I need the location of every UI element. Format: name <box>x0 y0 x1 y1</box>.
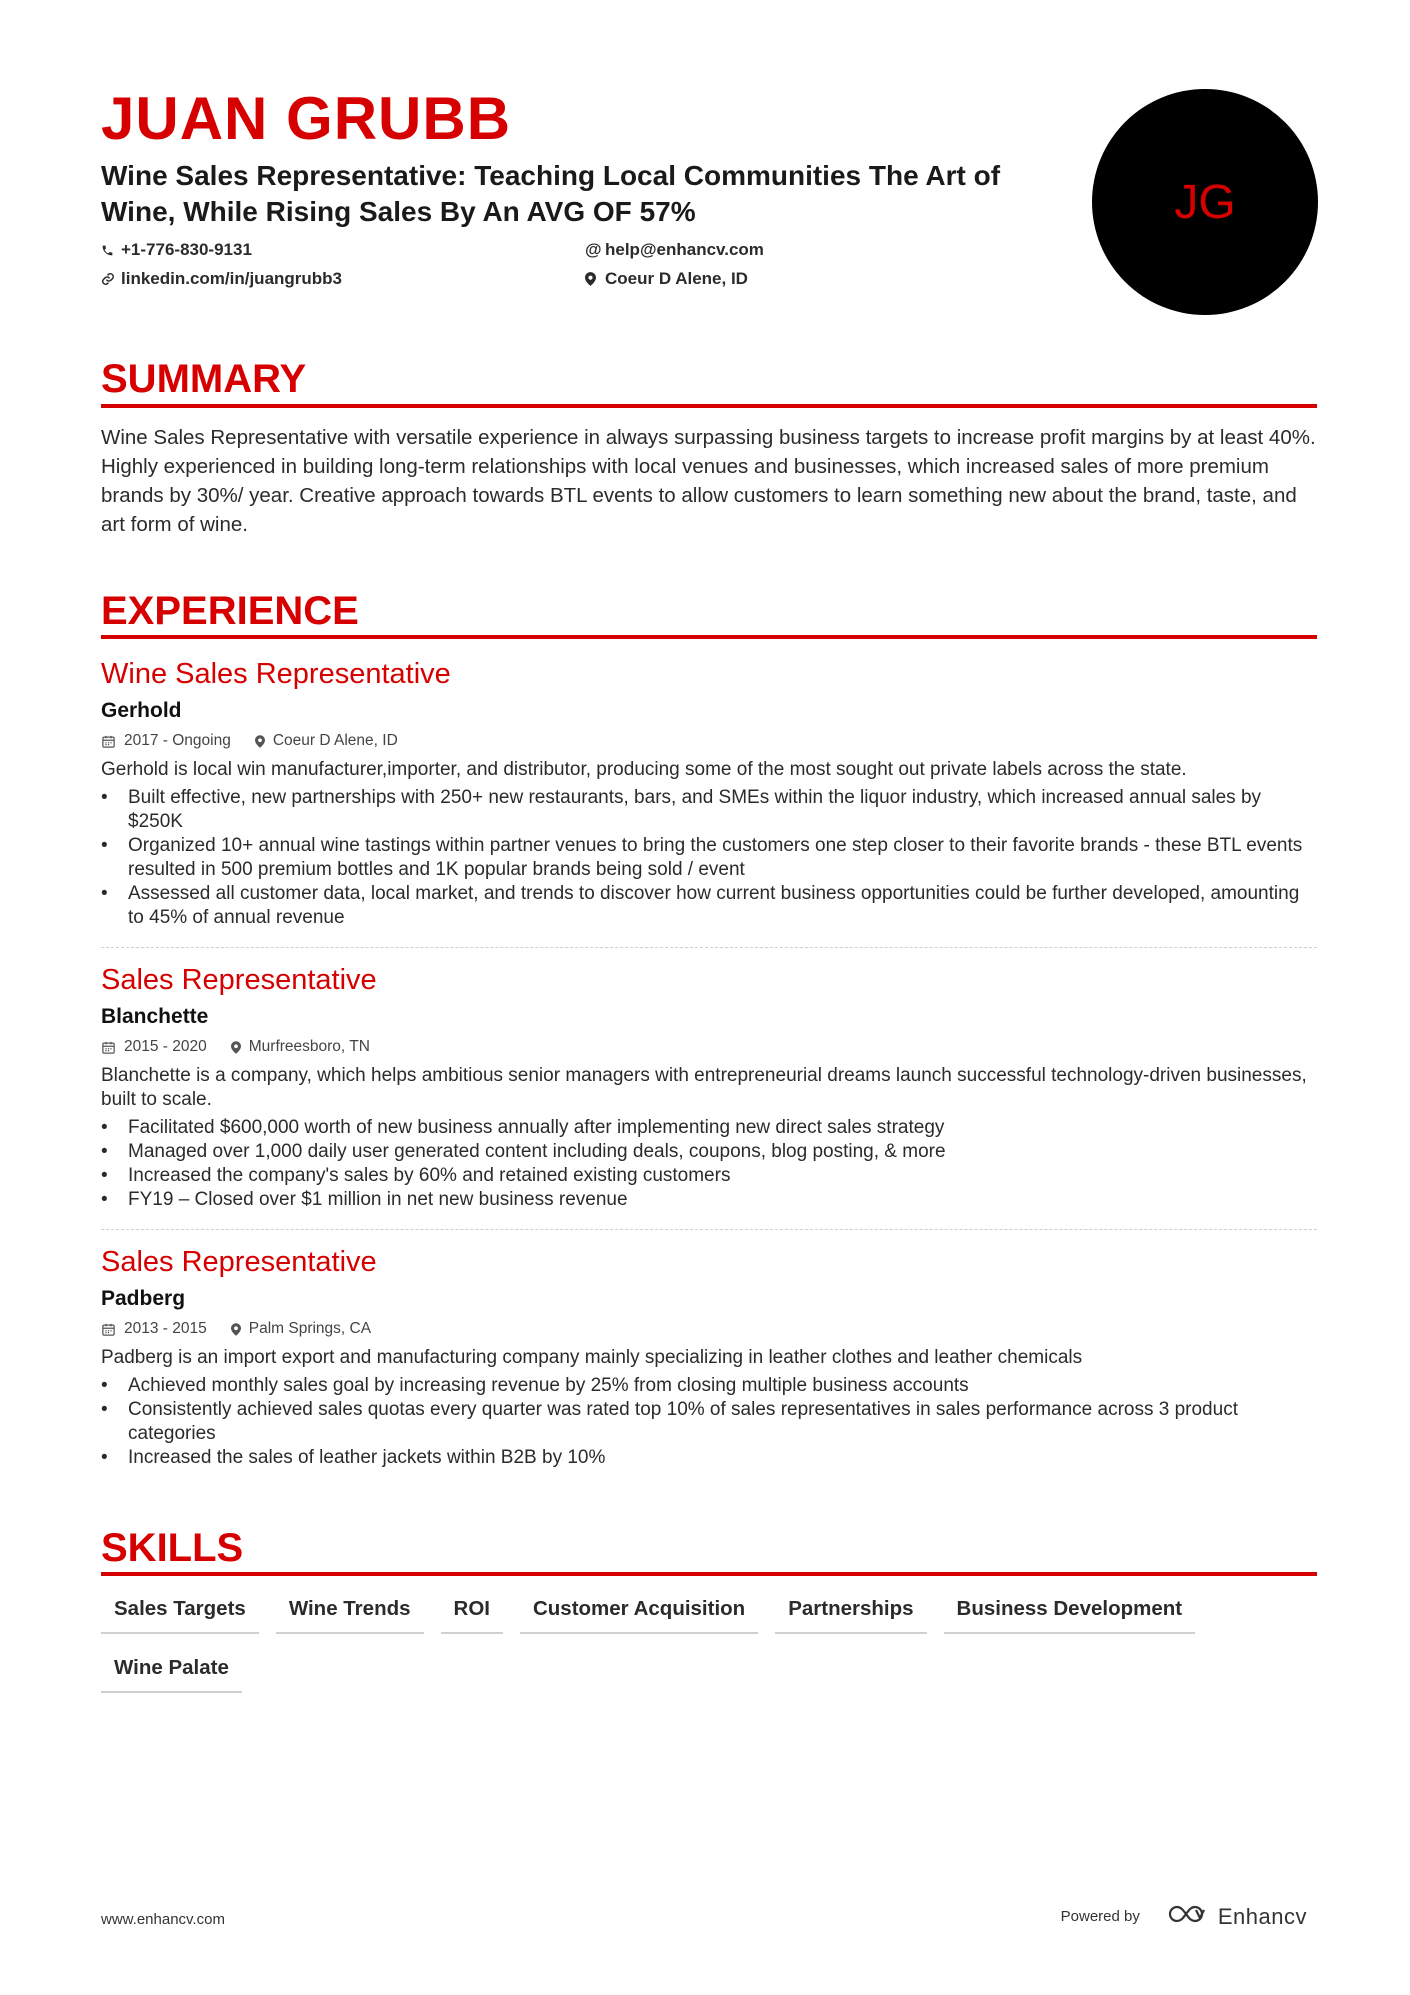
enhancv-logo-icon <box>1166 1903 1212 1930</box>
resume-page <box>101 0 1317 1995</box>
skill-tag: ROI <box>441 1596 503 1634</box>
achievement-item: • Built effective, new partnerships with 250+ new restaurants, bars, and SMEs within the liquor industry, which increased annual sales by $250K <box>101 786 1317 834</box>
summary-text: Wine Sales Representative with versatile experience in always surpassing business targets to increase profit margins by at least 40%. Highly experienced in building long-term relationships with local venues and businesses, which increased sales of more premium brands by 30%/ year. Creative approach towards BTL events to allow customers to learn something new about the brand, taste, and art form of wine. <box>101 426 1316 536</box>
company-description: Gerhold is local win manufacturer,importer, and distributor, producing some of the most sought out private labels across the state. <box>101 759 1187 780</box>
skills-divider <box>101 1572 1317 1576</box>
footer-branding[interactable] <box>1061 1903 1307 1930</box>
achievement-item: • Increased the company's sales by 60% and retained existing customers <box>101 1164 1317 1188</box>
experience-entry <box>101 657 1317 930</box>
achievement-item: • Assessed all customer data, local market, and trends to discover how current business opportunities could be further developed, amounting to 45% of annual revenue <box>101 882 1317 930</box>
location-pin-icon <box>231 1323 241 1336</box>
email-text: help@enhancv.com <box>605 240 764 259</box>
company-description: Padberg is an import export and manufacturing company mainly specializing in leather clothes and leather chemicals <box>101 1347 1083 1368</box>
location-contact <box>585 269 861 289</box>
skill-tag: Business Development <box>944 1596 1196 1634</box>
linkedin-contact[interactable] <box>101 269 585 289</box>
job-location: Palm Springs, CA <box>248 1320 372 1337</box>
job-location: Coeur D Alene, ID <box>272 732 398 749</box>
experience-divider <box>101 635 1317 639</box>
location-pin-icon <box>255 735 265 748</box>
skill-tag: Wine Trends <box>276 1596 424 1634</box>
achievement-item: • Increased the sales of leather jackets within B2B by 10% <box>101 1446 1317 1470</box>
experience-entry <box>101 1245 1317 1470</box>
job-title: Sales Representative <box>101 1246 377 1278</box>
entry-separator <box>101 947 1317 948</box>
skill-tag: Sales Targets <box>101 1596 259 1634</box>
candidate-name: JUAN GRUBB <box>101 85 512 152</box>
powered-by-text: Powered by <box>1060 1908 1140 1925</box>
job-meta <box>101 1319 1317 1339</box>
link-icon <box>101 272 121 286</box>
job-title: Sales Representative <box>101 964 377 996</box>
summary-divider <box>101 404 1317 408</box>
achievement-item: • Organized 10+ annual wine tastings within partner venues to bring the customers one step closer to their favorite brands - these BTL events resulted in 500 premium bottles and 1K popular brands being sold / event <box>101 834 1317 882</box>
job-dates: 2013 - 2015 <box>124 1320 207 1337</box>
achievement-item: • Consistently achieved sales quotas every quarter was rated top 10% of sales representatives in sales performance across 3 product categories <box>101 1398 1317 1446</box>
skills-list <box>101 1596 1317 1693</box>
experience-entry <box>101 963 1317 1212</box>
job-title: Wine Sales Representative <box>101 658 451 690</box>
company-name: Padberg <box>101 1287 186 1310</box>
at-icon: @ <box>585 240 602 259</box>
headline: Wine Sales Representative: Teaching Local Communities The Art of Wine, While Rising Sales By An AVG OF 57% <box>101 160 1001 227</box>
brand-name: Enhancv <box>1217 1903 1307 1929</box>
achievement-item: • Managed over 1,000 daily user generated content including deals, coupons, blog posting, & more <box>101 1140 1317 1164</box>
job-location: Murfreesboro, TN <box>248 1038 370 1055</box>
footer-website-link[interactable]: www.enhancv.com <box>101 1911 225 1928</box>
location-text: Coeur D Alene, ID <box>605 269 748 288</box>
achievement-list <box>101 1116 1317 1212</box>
skill-tag: Partnerships <box>775 1596 926 1634</box>
linkedin-text: linkedin.com/in/juangrubb3 <box>121 269 343 288</box>
skill-tag: Wine Palate <box>101 1655 242 1693</box>
job-dates: 2017 - Ongoing <box>124 732 231 749</box>
skills-heading: SKILLS <box>101 1526 244 1570</box>
entry-separator <box>101 1229 1317 1230</box>
job-meta <box>101 731 1317 751</box>
achievement-list <box>101 786 1317 930</box>
experience-heading: EXPERIENCE <box>101 589 359 633</box>
location-pin-icon <box>585 272 605 286</box>
contact-info <box>101 240 861 289</box>
company-name: Blanchette <box>101 1005 209 1028</box>
company-description: Blanchette is a company, which helps ambitious senior managers with entrepreneurial dreams launch successful technology-driven businesses, built to scale. <box>101 1065 1307 1110</box>
job-meta <box>101 1037 1317 1057</box>
phone-text: +1-776-830-9131 <box>121 240 252 259</box>
achievement-item: • FY19 – Closed over $1 million in net new business revenue <box>101 1188 1317 1212</box>
phone-contact[interactable] <box>101 240 585 260</box>
avatar-initials: JG <box>1174 175 1236 229</box>
achievement-item: • Facilitated $600,000 worth of new business annually after implementing new direct sales strategy <box>101 1116 1317 1140</box>
avatar <box>1092 89 1318 315</box>
calendar-icon <box>101 1040 116 1055</box>
calendar-icon <box>101 734 116 749</box>
achievement-list <box>101 1374 1317 1470</box>
summary-heading: SUMMARY <box>101 357 307 401</box>
achievement-item: • Achieved monthly sales goal by increasing revenue by 25% from closing multiple business accounts <box>101 1374 1317 1398</box>
job-dates: 2015 - 2020 <box>124 1038 207 1055</box>
calendar-icon <box>101 1322 116 1337</box>
company-name: Gerhold <box>101 699 182 722</box>
skill-tag: Customer Acquisition <box>520 1596 758 1634</box>
email-contact[interactable] <box>585 240 861 260</box>
phone-icon <box>101 244 121 257</box>
location-pin-icon <box>231 1041 241 1054</box>
